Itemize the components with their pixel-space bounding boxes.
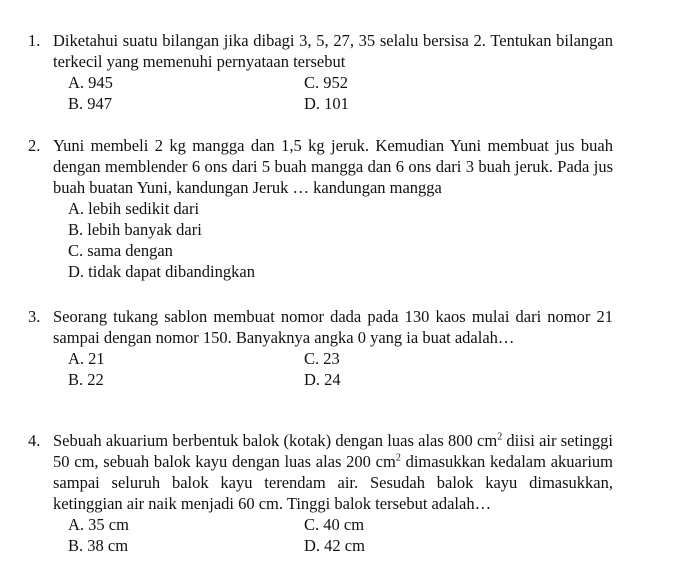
question-number: 4.: [28, 431, 41, 450]
option-d: D. 24: [304, 370, 341, 389]
option-b: B. 38 cm: [68, 536, 129, 555]
stem-part: dimasukkan kedalam akuarium sampai seluruh balok kayu terendam air. Sesudah balok kayu dimasukkan, ketinggian air naik menjadi 60 cm. Tinggi balok tersebut adalah…: [53, 452, 613, 513]
option-a: A. 21: [68, 349, 105, 368]
option-a: A. 35 cm: [68, 515, 129, 534]
question-stem: [53, 430, 613, 514]
option-a: A. lebih sedikit dari: [68, 199, 200, 218]
answer-options: [68, 514, 698, 556]
option-c: C. 40 cm: [304, 515, 365, 534]
question-4: [0, 430, 698, 556]
question-stem: Diketahui suatu bilangan jika dibagi 3, 5, 27, 35 selalu bersisa 2. Tentukan bilangan terkecil yang memenuhi pernyataan tersebut: [53, 31, 613, 71]
option-c: C. 23: [304, 349, 340, 368]
question-1: [0, 30, 698, 114]
stem-part: diisi air setinggi 50 cm, sebuah balok kayu dengan luas alas 200 cm: [53, 431, 614, 471]
question-2: [0, 135, 698, 282]
option-c: C. sama dengan: [68, 241, 173, 260]
superscript-2: 2: [395, 452, 401, 464]
option-c: C. 952: [304, 73, 349, 92]
option-d: D. 101: [304, 94, 349, 113]
option-a: A. 945: [68, 73, 113, 92]
option-d: D. tidak dapat dibandingkan: [68, 262, 255, 281]
superscript-2: 2: [497, 431, 503, 443]
question-stem: Yuni membeli 2 kg mangga dan 1,5 kg jeruk. Kemudian Yuni membuat jus buah dengan memblender 6 ons dari 5 buah mangga dan 6 ons dari 3 buah jeruk. Pada jus buah buatan Yuni, kandungan Jeruk … kandungan mangga: [53, 136, 613, 197]
question-stem: Seorang tukang sablon membuat nomor dada pada 130 kaos mulai dari nomor 21 sampai dengan nomor 150. Banyaknya angka 0 yang ia buat adalah…: [53, 307, 613, 347]
question-number: 2.: [28, 136, 41, 155]
answer-options: [68, 72, 698, 114]
answer-options: [68, 348, 698, 390]
option-b: B. lebih banyak dari: [68, 220, 202, 239]
option-b: B. 947: [68, 94, 113, 113]
option-b: B. 22: [68, 370, 104, 389]
option-d: D. 42 cm: [304, 536, 365, 555]
question-number: 3.: [28, 307, 41, 326]
answer-options: [68, 198, 698, 282]
stem-part: Sebuah akuarium berbentuk balok (kotak) dengan luas alas 800 cm: [53, 431, 498, 450]
question-3: [0, 306, 698, 390]
question-number: 1.: [28, 31, 41, 50]
